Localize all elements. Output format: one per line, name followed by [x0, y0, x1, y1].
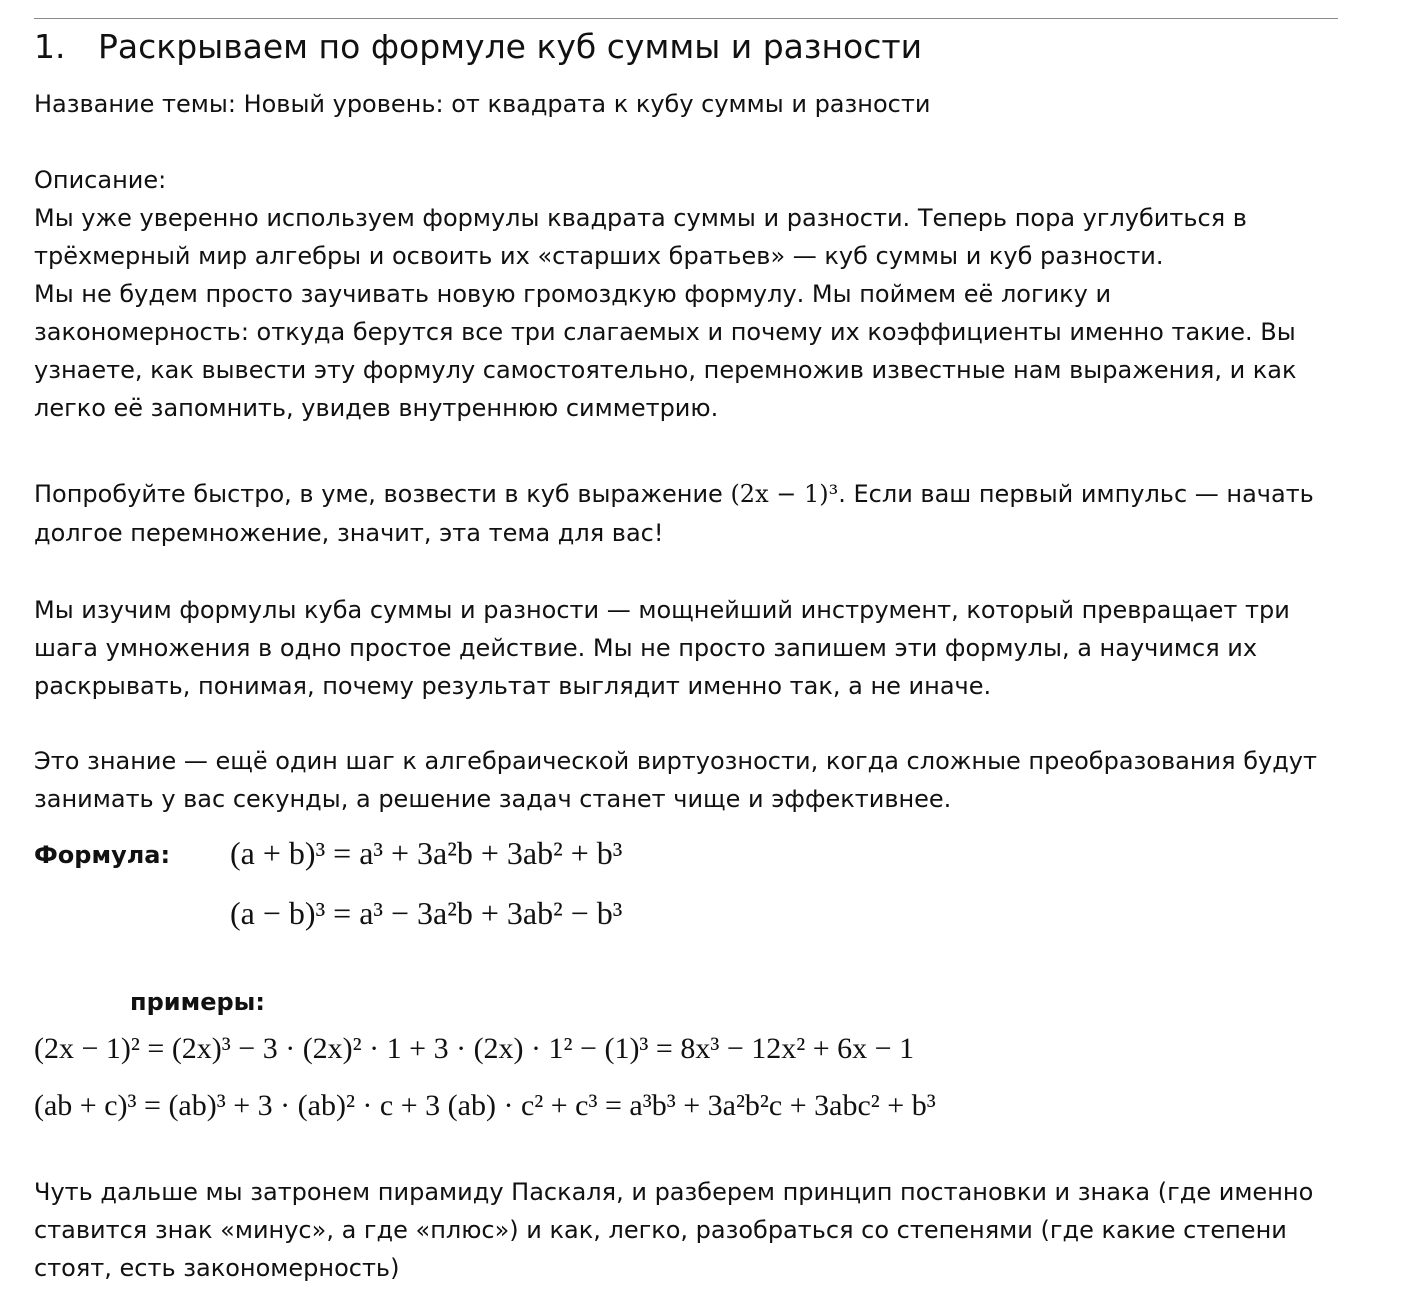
description-line: трёхмерный мир алгебры и освоить их «старших братьев» — куб суммы и куб разности.	[34, 242, 1164, 270]
knowledge-line: занимать у вас секунды, а решение задач станет чище и эффективнее.	[34, 785, 952, 813]
outro-line: Чуть дальше мы затронем пирамиду Паскаля, и разберем принцип постановки и знака (где именно	[34, 1178, 1314, 1206]
try-expression: (2x − 1)³	[730, 480, 839, 508]
formula-cube-sum: (a + b)³ = a³ + 3a²b + 3ab² + b³	[230, 835, 623, 871]
section-title: Раскрываем по формуле куб суммы и разности	[98, 27, 923, 66]
formula-cube-difference: (a − b)³ = a³ − 3a²b + 3ab² − b³	[230, 895, 623, 931]
top-divider	[34, 18, 1338, 19]
section-number: 1.	[34, 27, 66, 66]
try-text-before: Попробуйте быстро, в уме, возвести в куб выражение	[34, 480, 731, 508]
description-line: закономерность: откуда берутся все три слагаемых и почему их коэффициенты именно такие. Вы	[34, 318, 1296, 346]
study-line: Мы изучим формулы куба суммы и разности — мощнейший инструмент, который превращает три	[34, 596, 1290, 624]
topic-line: Название темы: Новый уровень: от квадрата к кубу суммы и разности	[34, 90, 931, 118]
description-line: легко её запомнить, увидев внутреннюю симметрию.	[34, 394, 719, 422]
try-text-after: . Если ваш первый импульс — начать	[838, 480, 1314, 508]
knowledge-line: Это знание — ещё один шаг к алгебраической виртуозности, когда сложные преобразования будут	[34, 747, 1317, 775]
example-1: (2x − 1)² = (2x)³ − 3 · (2x)² · 1 + 3 · (2x) · 1² − (1)³ = 8x³ − 12x² + 6x − 1	[34, 1032, 915, 1065]
example-2: (ab + c)³ = (ab)³ + 3 · (ab)² · c + 3 (ab) · c² + c³ = a³b³ + 3a²b²c + 3abc² + b³	[34, 1089, 936, 1122]
description-line: Мы уже уверенно используем формулы квадрата суммы и разности. Теперь пора углубиться в	[34, 204, 1247, 232]
section-heading	[34, 26, 922, 68]
description-line: узнаете, как вывести эту формулу самостоятельно, перемножив известные нам выражения, и как	[34, 356, 1297, 384]
outro-line: стоят, есть закономерность)	[34, 1254, 400, 1282]
study-line: шага умножения в одно простое действие. Мы не просто запишем эти формулы, а научимся их	[34, 634, 1258, 662]
outro-line: ставится знак «минус», а где «плюс») и как, легко, разобраться со степенями (где какие степени	[34, 1216, 1287, 1244]
study-line: раскрывать, понимая, почему результат выглядит именно так, а не иначе.	[34, 672, 992, 700]
description-label: Описание:	[34, 166, 167, 194]
description-line: Мы не будем просто заучивать новую громоздкую формулу. Мы поймем её логику и	[34, 280, 1112, 308]
try-line-2: долгое перемножение, значит, эта тема для вас!	[34, 519, 664, 547]
formula-label: Формула:	[34, 841, 171, 869]
try-line	[34, 475, 1344, 513]
examples-label: примеры:	[130, 988, 265, 1016]
